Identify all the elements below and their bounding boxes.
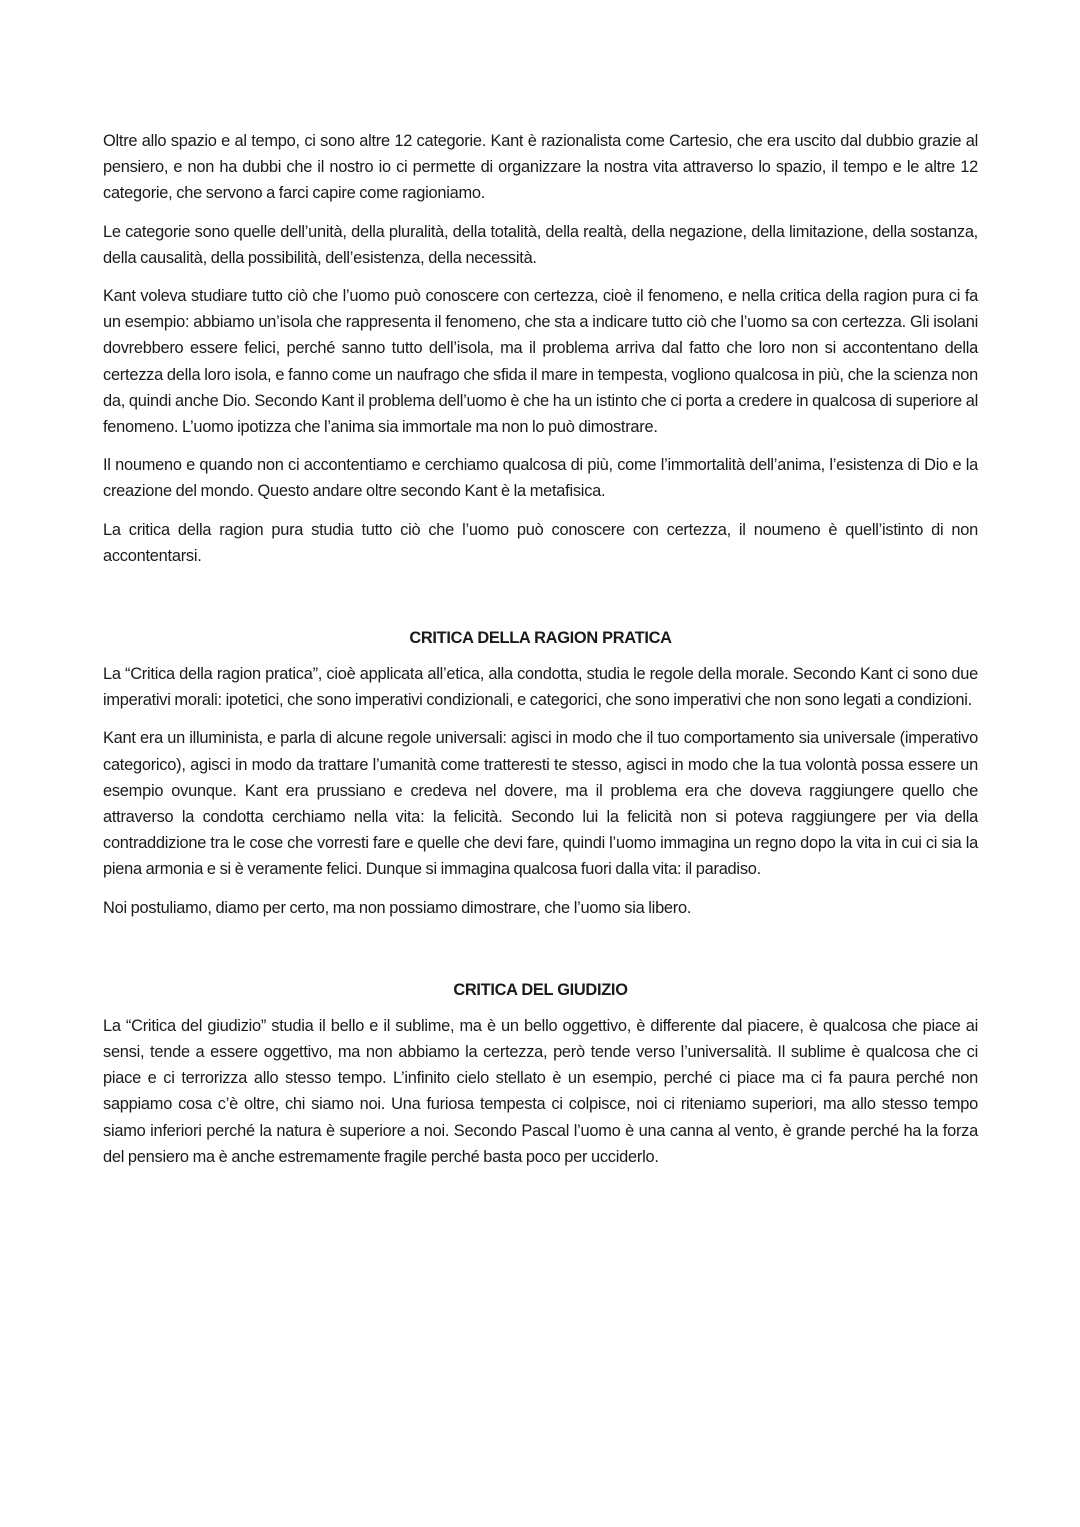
paragraph-freedom-postulate: Noi postuliamo, diamo per certo, ma non possiamo dimostrare, che l’uomo sia libero.: [103, 898, 692, 917]
paragraph-universal-rules: Kant era un illuminista, e parla di alcune regole universali: agisci in modo che il tuo comportamento sia universale (imperativo categorico), agisci in modo da trattare l’umanità come tratteresti te stesso, agisci in modo che la tua volontà possa essere un esempio ovunque. Kant era prussiano e credeva nel dovere, ma il problema era che doveva raggiungere quello che attraverso la condotta cerchiamo nella vita: la felicità. Secondo lui la felicità non si poteva raggiungere per via della contraddizione tra le cose che vorresti fare e quelle che devi fare, quindi l’uomo immagina un regno dopo la vita in cui ci sia la piena armonia e si è veramente felici. Dunque si immagina qualcosa fuori dalla vita: il paradiso.: [103, 729, 978, 879]
section-title: CRITICA DELLA RAGION PRATICA: [409, 629, 672, 648]
paragraph-categories-intro: Oltre allo spazio e al tempo, ci sono altre 12 categorie. Kant è razionalista come Cartesio, che era uscito dal dubbio grazie al pensiero, e non ha dubbi che il nostro io ci permette di organizzare la nostra vita attraverso lo spazio, il tempo e le altre 12 categorie, che servono a farci capire come ragioniamo.: [103, 132, 978, 203]
paragraph-categories-list: Le categorie sono quelle dell’unità, della pluralità, della totalità, della realtà, della negazione, della limitazione, della sostanza, della causalità, della possibilità, dell’esistenza, della necessità.: [103, 222, 978, 267]
paragraph-noumenon: Il noumeno e quando non ci accontentiamo e cerchiamo qualcosa di più, come l’immortalità dell’anima, l’esistenza di Dio e la creazione del mondo. Questo andare oltre secondo Kant è la metafisica.: [103, 456, 978, 501]
section-judgment: [103, 977, 978, 1170]
section-practical-reason: [103, 625, 978, 921]
paragraph-pure-reason-summary: La critica della ragion pura studia tutto ciò che l’uomo può conoscere con certezza, il noumeno è quell’istinto di non accontentarsi.: [103, 520, 978, 565]
paragraph-phenomenon-island: Kant voleva studiare tutto ciò che l’uomo può conoscere con certezza, cioè il fenomeno, e nella critica della ragion pura ci fa un esempio: abbiamo un’isola che rappresenta il fenomeno, che sta a indicare tutto ciò che l’uomo sa con certezza. Gli isolani dovrebbero essere felici, perché sanno tutto dell’isola, ma il problema arriva dal fatto che loro non si accontentano della certezza della loro isola, e fanno come un naufrago che sfida il mare in tempesta, vogliono qualcosa in più, che la scienza non da, quindi anche Dio. Secondo Kant il problema dell’uomo è che ha un istinto che ci porta a credere in qualcosa di superiore al fenomeno. L’uomo ipotizza che l’anima sia immortale ma non lo può dimostrare.: [103, 287, 978, 437]
paragraph-beautiful-sublime: La “Critica del giudizio” studia il bello e il sublime, ma è un bello oggettivo, è differente dal piacere, è qualcosa che piace ai sensi, tende a essere oggettivo, ma non abbiamo la certezza, però tende verso l’universalità. Il sublime è qualcosa che ci piace e ci terrorizza allo stesso tempo. L’infinito cielo stellato è un esempio, perché ci piace ma ci fa paura perché non sappiamo cosa c’è oltre, chi siamo noi. Una furiosa tempesta ci colpisce, noi ci riteniamo superiori, ma allo stesso tempo siamo inferiori perché la natura è superiore a noi. Secondo Pascal l’uomo è una canna al vento, è grande perché ha la forza del pensiero ma è anche estremamente fragile perché basta poco per ucciderlo.: [103, 1016, 978, 1166]
document-page: [103, 128, 978, 1182]
section-spacer: [103, 581, 978, 625]
section-spacer: [103, 933, 978, 977]
paragraph-moral-imperatives: La “Critica della ragion pratica”, cioè applicata all’etica, alla condotta, studia le regole della morale. Secondo Kant ci sono due imperativi morali: ipotetici, che sono imperativi condizionali, e categorici, che sono imperativi che non sono legati a condizioni.: [103, 665, 978, 710]
section-title: CRITICA DEL GIUDIZIO: [453, 980, 628, 999]
